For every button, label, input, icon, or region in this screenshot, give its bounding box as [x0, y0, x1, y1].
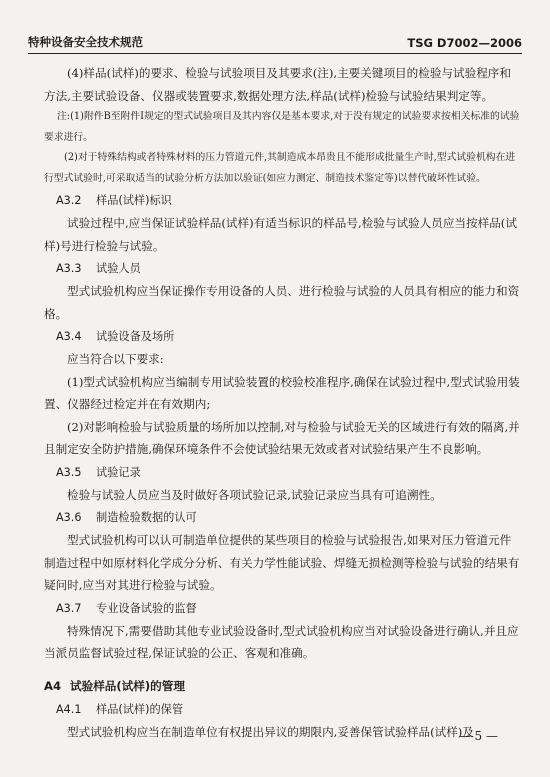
section-number: A3.4 — [56, 330, 82, 343]
note-2: (2)对于特殊结构或者特殊材料的压力管道元件,其制造成本昂贵且不能形成批量生产时,型式试验机构在进行型式试验时,可采取适当的试验分析方法加以验证(如应力测定、制造技术鉴定等)以替代破坏性试验。 — [44, 152, 516, 184]
paragraph-requirements: (4)样品(试样)的要求、检验与试验项目及其要求(注),主要关键项目的检验与试验程序和方法,主要试验设备、仪器或装置要求,数据处理方法,样品(试样)检验与试验结果判定等。 — [44, 66, 511, 103]
section-title: 试验设备及场所 — [96, 330, 175, 343]
section-a3-3-text: 型式试验机构应当保证操作专用设备的人员、进行检验与试验的人员具有相应的能力和资格。 — [44, 284, 520, 321]
section-a3-4-item-2: (2)对影响检验与试验质量的场所加以控制,对与检验与试验无关的区域进行有效的隔离,并且制定安全防护措施,确保环境条件不会使试验结果无效或者对试验结果产生不良影响。 — [44, 419, 520, 456]
section-title: 样品(试样)标识 — [96, 194, 172, 207]
section-a3-5-text: 检验与试验人员应当及时做好各项试验记录,试验记录应当具有可追溯性。 — [67, 487, 442, 502]
section-number: A3.6 — [56, 511, 82, 524]
section-a3-4-intro: 应当符合以下要求: — [67, 352, 164, 366]
section-a3-5-heading — [44, 461, 520, 484]
section-a3-7-heading — [44, 597, 520, 620]
section-number: A3.7 — [56, 601, 82, 615]
page-number: — 5 — — [458, 729, 498, 743]
section-a3-6-heading — [44, 506, 520, 529]
section-number: A4.1 — [56, 702, 82, 716]
section-a3-7-text: 特殊情况下,需要借助其他专业试验设备时,型式试验机构应当对试验设备进行确认,并且应当派员监督试验过程,保证试验的公正、客观和准确。 — [44, 623, 519, 660]
section-number: A3.5 — [56, 465, 82, 479]
section-title: 试验样品(试样)的管理 — [70, 678, 185, 693]
section-a4-heading — [44, 675, 520, 698]
page-content — [44, 62, 520, 743]
section-title: 制造检验数据的认可 — [96, 511, 197, 524]
section-title: 试验人员 — [96, 262, 141, 275]
section-a4-1-heading — [44, 698, 520, 721]
section-number: A4 — [44, 678, 62, 693]
section-a3-4-heading — [44, 325, 520, 348]
header-title: 特种设备安全技术规范 — [28, 35, 143, 49]
section-a3-6-text: 型式试验机构可以认可制造单位提供的某些项目的检验与试验报告,如果对压力管道元件制造过程中如原材料化学成分分析、有关力学性能试验、焊缝无损检测等检验与试验的结果有疑问时,应当对其进行检验与试验。 — [44, 533, 520, 592]
note-1: 注:(1)附件B至附件I规定的型式试验项目及其内容仅是基本要求,对于没有规定的试验要求按相关标准的试验要求进行。 — [44, 111, 520, 143]
page-header — [28, 28, 522, 54]
section-a4-1-text: 型式试验机构应当在制造单位有权提出异议的期限内,妥善保管试验样品(试样)及 — [67, 724, 474, 739]
section-a3-3-heading — [44, 257, 520, 280]
section-number: A3.2 — [56, 194, 82, 207]
section-number: A3.3 — [56, 262, 82, 275]
section-title: 试验记录 — [96, 465, 141, 479]
section-title: 样品(试样)的保管 — [96, 702, 184, 716]
section-a3-2-heading — [44, 189, 520, 212]
header-code: TSG D7002—2006 — [407, 36, 522, 50]
section-a3-4-item-1: (1)型式试验机构应当编制专用试验装置的校验校准程序,确保在试验过程中,型式试验用装置、仪器经过检定并在有效期内; — [44, 374, 520, 411]
section-title: 专业设备试验的监督 — [96, 601, 197, 615]
section-a3-2-text: 试验过程中,应当保证试验样品(试样)有适当标识的样品号,检验与试验人员应当按样品(试样)号进行检验与试验。 — [44, 216, 517, 253]
